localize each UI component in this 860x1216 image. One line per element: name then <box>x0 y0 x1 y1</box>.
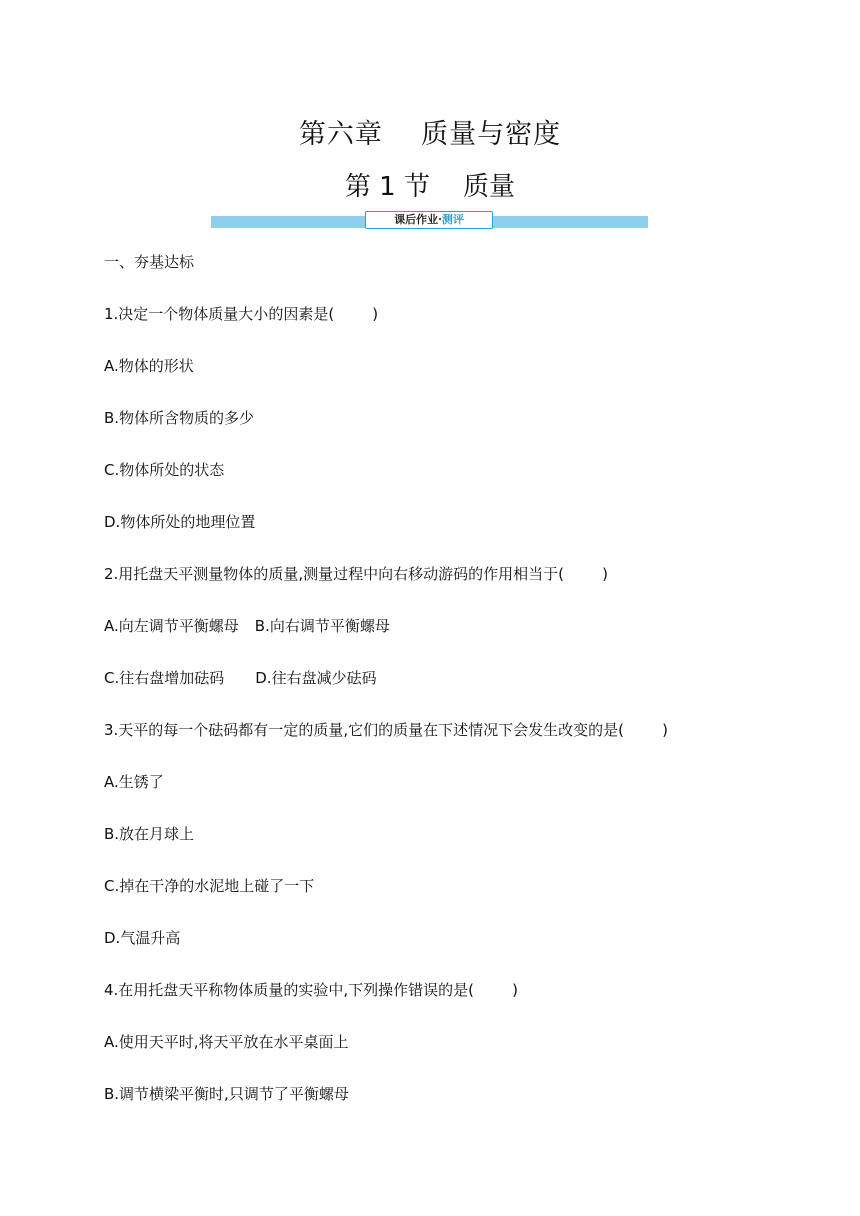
question-3-option-b: B.放在月球上 <box>104 825 195 843</box>
question-3-option-c: C.掉在干净的水泥地上碰了一下 <box>104 877 315 895</box>
question-2-option-a: A.向左调节平衡螺母 <box>104 617 239 635</box>
question-2-options-row-2 <box>104 668 377 688</box>
question-2-option-c: C.往右盘增加砝码 <box>104 669 225 687</box>
part-heading: 一、夯基达标 <box>104 253 195 271</box>
banner-label-accent: 测评 <box>441 213 464 226</box>
question-2-option-b: B.向右调节平衡螺母 <box>254 617 390 635</box>
question-1-option-d: D.物体所处的地理位置 <box>104 513 256 531</box>
question-3-option-a: A.生锈了 <box>104 773 164 791</box>
question-4-option-a: A.使用天平时,将天平放在水平桌面上 <box>104 1033 349 1051</box>
question-4-stem: 4.在用托盘天平称物体质量的实验中,下列操作错误的是( ) <box>104 981 518 999</box>
question-1-stem: 1.决定一个物体质量大小的因素是( ) <box>104 305 379 323</box>
question-2-stem: 2.用托盘天平测量物体的质量,测量过程中向右移动游码的作用相当于( ) <box>104 565 608 583</box>
section-title: 第 1 节 质量 <box>344 172 516 202</box>
question-2-options-row-1 <box>104 616 390 636</box>
question-1-option-b: B.物体所含物质的多少 <box>104 409 255 427</box>
question-3-option-d: D.气温升高 <box>104 929 181 947</box>
banner-label <box>365 211 493 229</box>
banner-label-main: 课后作业· <box>394 213 442 226</box>
question-1-option-c: C.物体所处的状态 <box>104 461 225 479</box>
question-1-option-a: A.物体的形状 <box>104 357 194 375</box>
question-3-stem: 3.天平的每一个砝码都有一定的质量,它们的质量在下述情况下会发生改变的是( ) <box>104 721 668 739</box>
question-2-option-d: D.往右盘减少砝码 <box>255 669 377 687</box>
question-4-option-b: B.调节横梁平衡时,只调节了平衡螺母 <box>104 1085 349 1103</box>
chapter-title: 第六章 质量与密度 <box>298 119 562 150</box>
